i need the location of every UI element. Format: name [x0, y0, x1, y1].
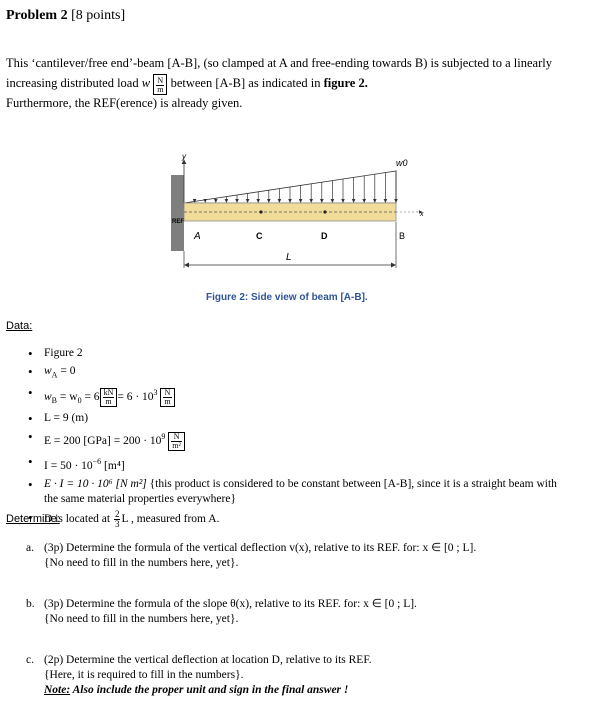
- load-arrow-head: [256, 199, 260, 203]
- wb-exp: 3: [153, 388, 158, 398]
- load-arrow-head: [362, 199, 366, 203]
- ei-note-2: the same material properties everywhere}: [44, 492, 236, 505]
- wb-symbol: w: [44, 391, 52, 404]
- wb-unit1-den: m: [105, 396, 112, 406]
- load-arrow-head: [299, 199, 303, 203]
- label-b: B: [399, 231, 406, 241]
- w0-sub: 0: [77, 396, 82, 406]
- figure-caption: Figure 2: Side view of beam [A-B].: [206, 292, 368, 303]
- question-b-line1: (3p) Determine the formula of the slope θ(x), relative to its REF. for: x ∈ [0 ; L].: [44, 598, 417, 610]
- point-d: [323, 210, 326, 213]
- wa-sub: A: [51, 370, 58, 380]
- wb-sub: B: [51, 396, 58, 406]
- modulus-value: E = 200 [GPa] = 200 · 10: [44, 435, 162, 448]
- determine-header: Determine:: [6, 513, 60, 525]
- wb-unit1-num: kN: [103, 387, 114, 397]
- ref-label: REF: [172, 219, 184, 225]
- load-arrow-head: [331, 199, 335, 203]
- load-arrows: [193, 171, 398, 203]
- modulus-unit-den: m²: [172, 441, 181, 451]
- question-a-line1: (3p) Determine the formula of the vertical deflection v(x), relative to its REF. for: x ∈ [0 ; L].: [44, 542, 477, 554]
- d-text-a: D is located at: [44, 513, 111, 526]
- data-item-i: [26, 454, 586, 474]
- intro-line-2: [6, 74, 368, 95]
- intro-load-symbol: w: [141, 76, 151, 91]
- question-c: [26, 653, 372, 698]
- modulus-exp: 9: [161, 432, 166, 442]
- unit-num: N: [157, 75, 164, 85]
- intro-line2-a: increasing distributed load: [6, 76, 139, 91]
- load-arrow-head: [341, 199, 345, 203]
- y-axis-label: y: [182, 152, 186, 161]
- inertia-value: I = 50 · 10: [44, 459, 93, 472]
- load-arrow-head: [267, 199, 271, 203]
- d-frac-den: 3: [114, 518, 120, 529]
- wb-value: = 6: [84, 391, 100, 404]
- data-figure-text: Figure 2: [44, 347, 83, 359]
- length-value: L = 9 (m): [44, 412, 89, 425]
- load-arrow-head: [225, 199, 229, 203]
- beam-figure: [160, 150, 450, 280]
- intro-line-1: This ‘cantilever/free end’-beam [A-B], (so clamped at A and free-ending towards B) is subjected to a linearly: [6, 56, 552, 70]
- length-label: L: [286, 252, 292, 263]
- unit-den: m: [157, 84, 164, 94]
- load-arrow-head: [203, 199, 207, 203]
- ei-note: {this product is considered to be constant between [A-B], since it is a straight beam with: [149, 477, 557, 490]
- question-c-note: [44, 684, 348, 696]
- dim-arrow-right: [391, 263, 396, 268]
- wb-unit1: [100, 388, 118, 407]
- data-item-wb: [26, 385, 586, 408]
- load-arrow-head: [235, 199, 239, 203]
- question-b-line2: {No need to fill in the numbers here, yet}.: [44, 613, 239, 625]
- question-c-label: c.: [26, 654, 34, 666]
- dim-arrow-left: [184, 263, 189, 268]
- intro-figure-ref: figure 2.: [323, 76, 368, 91]
- problem-title: [6, 8, 125, 24]
- load-arrow-head: [320, 199, 324, 203]
- data-list: [26, 346, 586, 532]
- question-c-line2: {Here, it is required to fill in the numbers}.: [44, 669, 244, 681]
- data-item-ei: [26, 477, 586, 507]
- question-b-label: b.: [26, 598, 35, 610]
- data-item-figure: [26, 346, 586, 361]
- question-a-line2: {No need to fill in the numbers here, yet}.: [44, 557, 239, 569]
- question-c-line1: (2p) Determine the vertical deflection at location D, relative to its REF.: [44, 654, 372, 666]
- note-text: Also include the proper unit and sign in the final answer !: [70, 684, 349, 696]
- wa-symbol: w: [44, 365, 52, 377]
- problem-heading: Problem 2: [6, 8, 68, 23]
- load-arrow-head: [246, 199, 250, 203]
- wa-value: = 0: [60, 365, 76, 377]
- modulus-unit: [168, 432, 185, 451]
- data-header: Data:: [6, 320, 33, 332]
- intro-load-unit: [153, 74, 167, 95]
- load-arrow-head: [309, 199, 313, 203]
- label-d: D: [321, 231, 328, 241]
- wb-value2: = 6 · 10: [117, 391, 154, 404]
- question-a-label: a.: [26, 542, 34, 554]
- label-c: C: [256, 231, 263, 241]
- x-axis-label: x: [420, 211, 424, 218]
- wb-eq: = w: [59, 391, 78, 404]
- load-arrow-head: [352, 199, 356, 203]
- clamped-wall: [171, 175, 184, 251]
- point-c: [259, 210, 262, 213]
- w0-label: w0: [396, 158, 408, 168]
- problem-points: [8 points]: [71, 8, 126, 23]
- inertia-exp: −6: [92, 457, 102, 467]
- data-item-d: [26, 510, 586, 529]
- load-arrow-head: [278, 199, 282, 203]
- wb-unit2-den: m: [164, 396, 171, 406]
- load-arrow-head: [288, 199, 292, 203]
- inertia-unit: [m⁴]: [104, 459, 125, 472]
- ei-value: E · I = 10 · 10⁶ [N m²]: [44, 477, 147, 490]
- data-item-l: [26, 411, 586, 426]
- intro-line2-b: between [A-B] as indicated in: [170, 76, 321, 91]
- load-arrow-head: [214, 199, 218, 203]
- note-label: Note:: [44, 684, 71, 696]
- d-text-b: L , measured from A.: [121, 513, 220, 526]
- label-a: A: [194, 231, 201, 242]
- load-arrow-head: [394, 199, 398, 203]
- intro-line-3: Furthermore, the REF(erence) is already given.: [6, 96, 243, 110]
- question-a: [26, 541, 476, 571]
- modulus-unit-num: N: [171, 433, 182, 442]
- wb-unit2: [160, 388, 174, 407]
- data-item-wa: [26, 364, 586, 382]
- wb-unit2-num: N: [164, 387, 171, 397]
- load-arrow-head: [373, 199, 377, 203]
- question-b: [26, 597, 417, 627]
- data-item-e: [26, 429, 586, 451]
- d-frac-num: 2: [114, 508, 120, 519]
- load-arrow-head: [384, 199, 388, 203]
